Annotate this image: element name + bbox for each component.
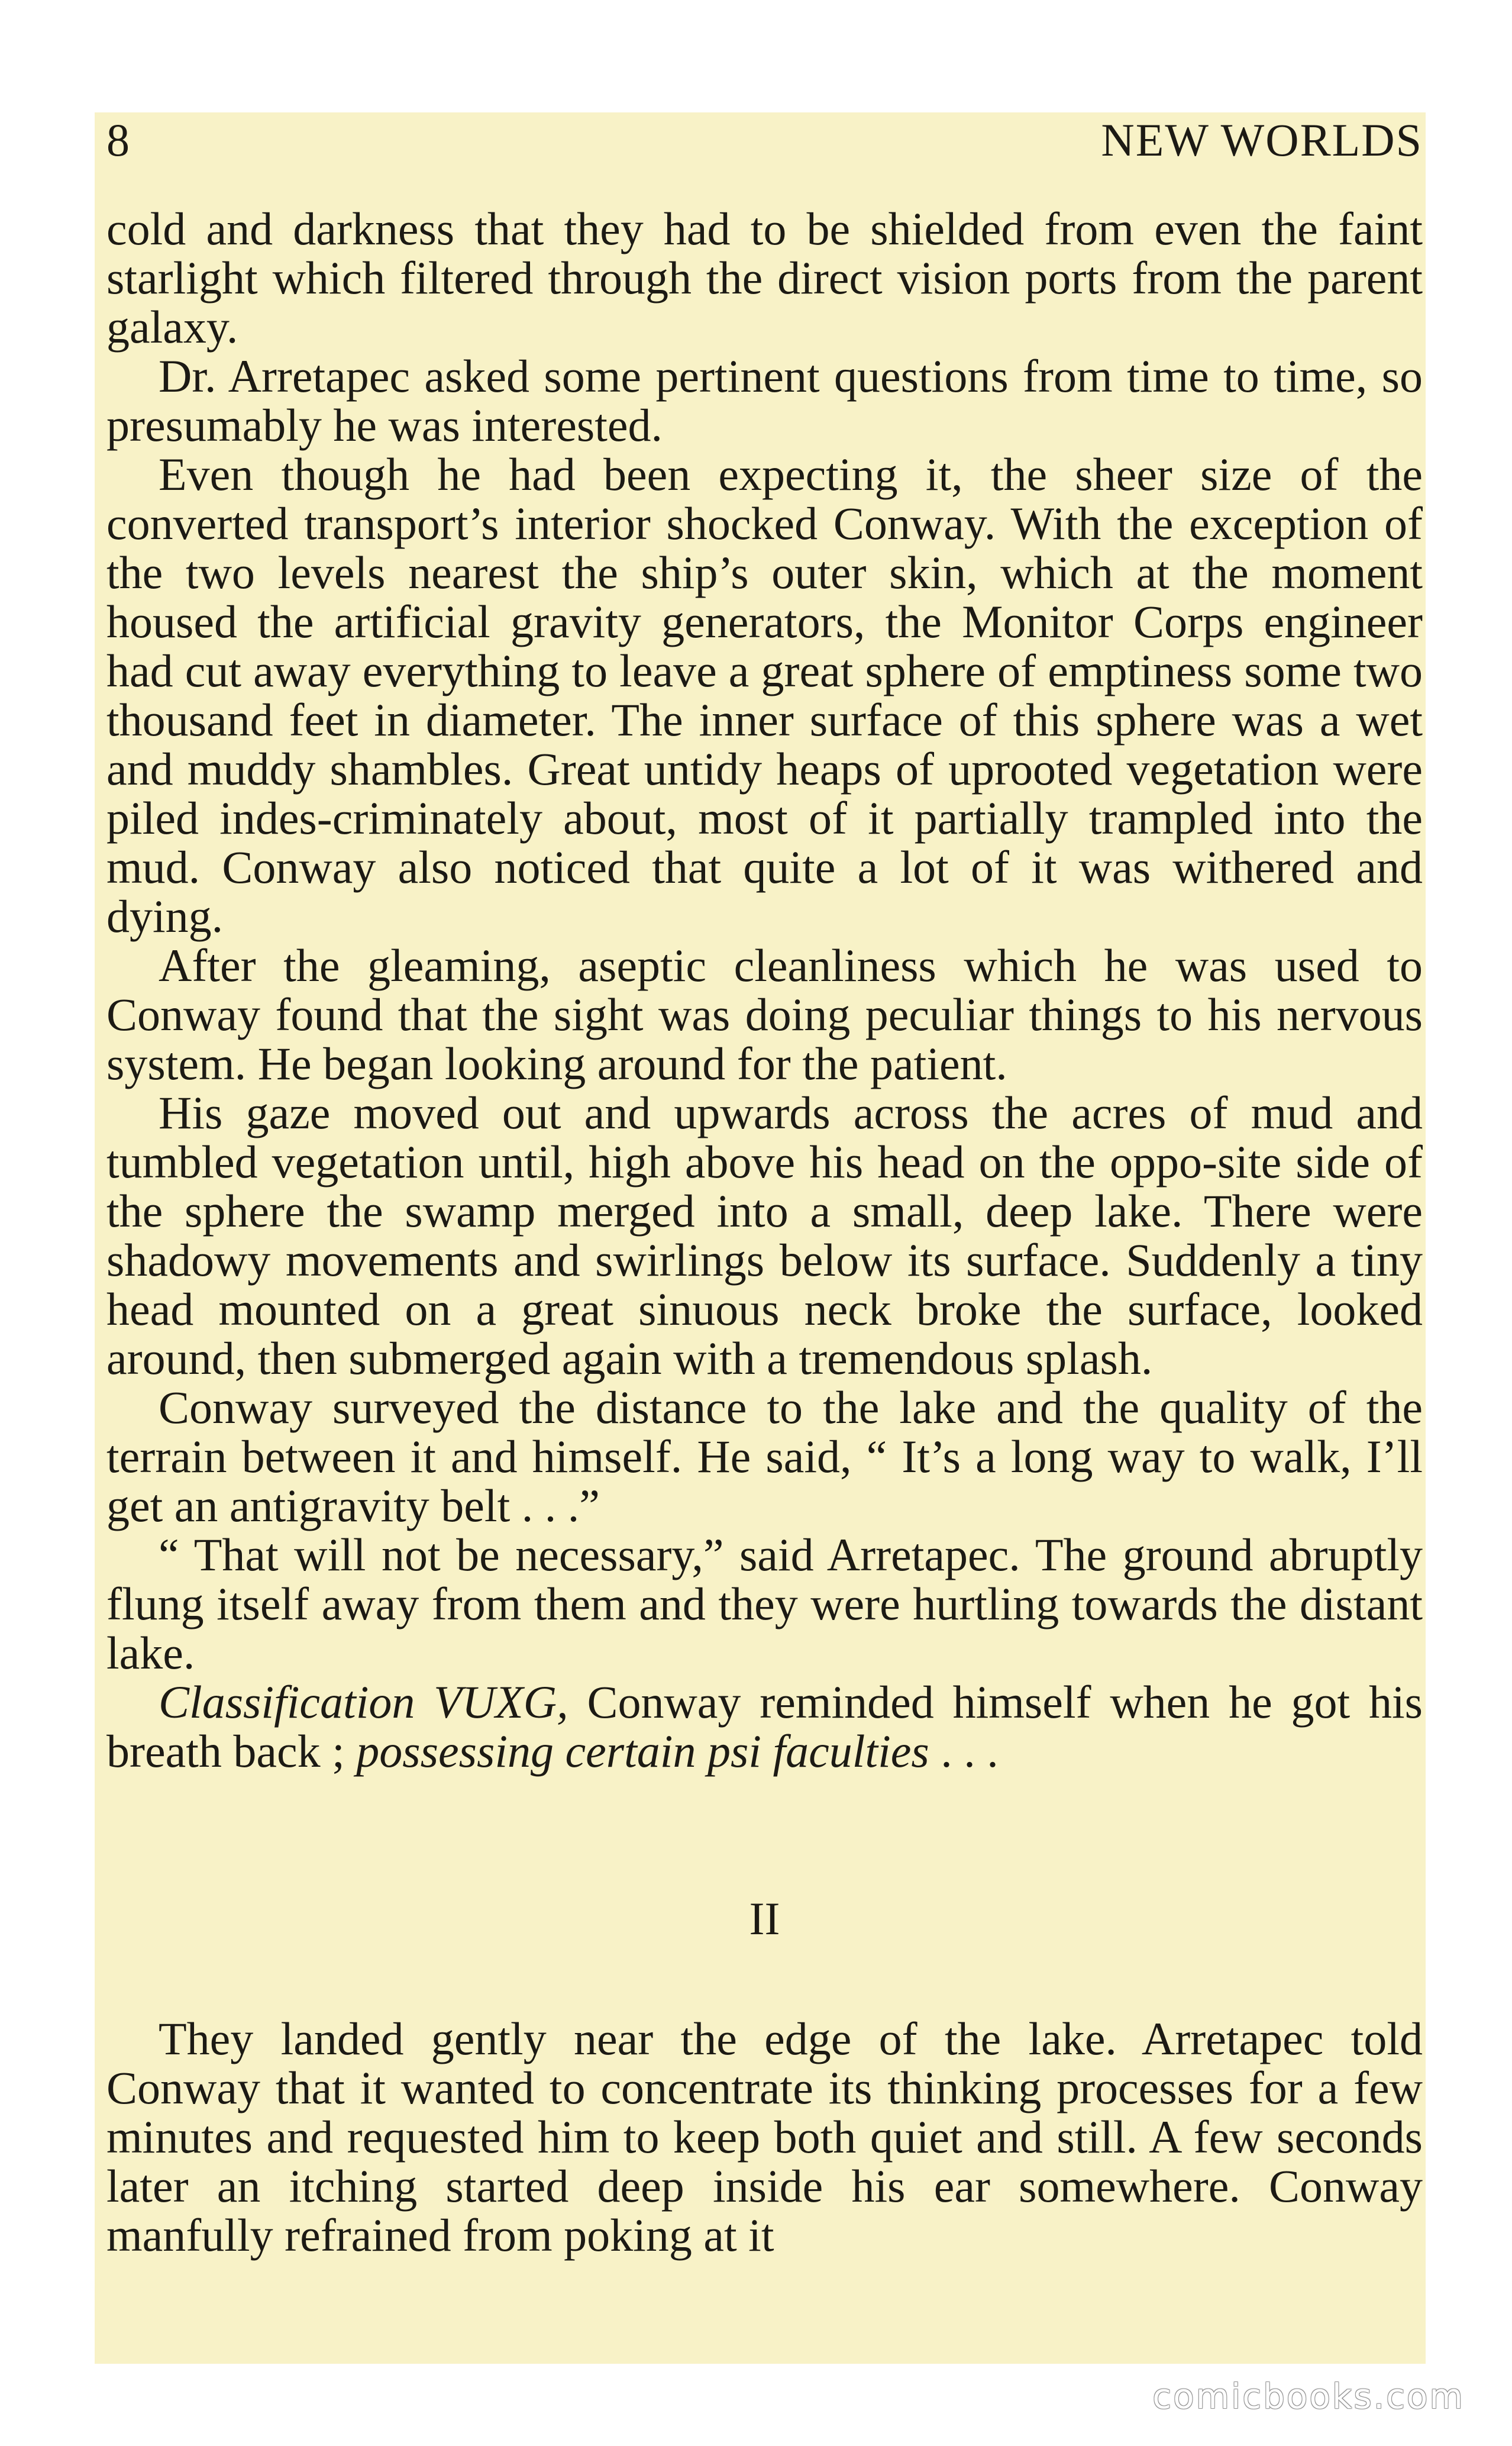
paragraph-8 bbox=[106, 1677, 1423, 1776]
section-spacer-after bbox=[106, 1943, 1423, 2014]
paragraph-4: After the gleaming, aseptic cleanliness which he was used to Conway found that the sight was doing peculiar things to his nervous system. He began looking around for the patient. bbox=[106, 940, 1423, 1089]
paragraph-6: Conway surveyed the distance to the lake and the quality of the terrain between it and himself. He said, “ It’s a long way to walk, I’ll get an antigravity belt . . .” bbox=[106, 1382, 1423, 1531]
paragraph-8-text-2: . . . bbox=[929, 1725, 999, 1777]
italic-psi-faculties: possessing certain psi faculties bbox=[356, 1725, 929, 1777]
paragraph-3: Even though he had been expecting it, the sheer size of the converted transport’s interior shocked Conway. With the exception of the two levels nearest the ship’s outer skin, which at the moment housed the artificial gravity generators, the Monitor Corps engineer had cut away everything to leave a great sphere of emptiness some two thousand feet in diameter. The inner surface of this sphere was a wet and muddy shambles. Great untidy heaps of uprooted vegetation were piled indes-criminately about, most of it partially trampled into the mud. Conway also noticed that quite a lot of it was withered and dying. bbox=[106, 448, 1423, 942]
page-header bbox=[106, 107, 1423, 172]
story-text bbox=[106, 204, 1423, 2260]
paragraph-7: “ That will not be necessary,” said Arretapec. The ground abruptly flung itself away from them and they were hurtling towards the distant lake. bbox=[106, 1529, 1423, 1679]
paragraph-5: His gaze moved out and upwards across the acres of mud and tumbled vegetation until, high above his head on the oppo-site side of the sphere the swamp merged into a small, deep lake. There were shadowy movements and swirlings below its surface. Suddenly a tiny head mounted on a great sinuous neck broke the surface, looked around, then submerged again with a tremendous splash. bbox=[106, 1087, 1423, 1384]
paragraph-1: cold and darkness that they had to be shielded from even the faint starlight which filtered through the direct vision ports from the parent galaxy. bbox=[106, 203, 1423, 353]
watermark-logo: comicbooks.com bbox=[1152, 2376, 1465, 2416]
italic-classification: Classification VUXG, bbox=[159, 1676, 568, 1728]
section-heading: II bbox=[749, 1893, 780, 1944]
section-paragraph: They landed gently near the edge of the lake. Arretapec told Conway that it wanted to concentrate its thinking processes for a few minutes and requested him to keep both quiet and still. A few seconds later an itching started deep inside his ear somewhere. Conway manfully refrained from poking at it bbox=[106, 2013, 1423, 2261]
page-number: 8 bbox=[106, 114, 130, 166]
paragraph-2: Dr. Arretapec asked some pertinent questions from time to time, so presumably he was interested. bbox=[106, 350, 1423, 451]
section-spacer bbox=[106, 1776, 1423, 1894]
paragraph-8-text-1: Conway reminded himself when he got his breath back ; bbox=[106, 1676, 1423, 1777]
running-head: NEW WORLDS bbox=[1101, 114, 1423, 166]
